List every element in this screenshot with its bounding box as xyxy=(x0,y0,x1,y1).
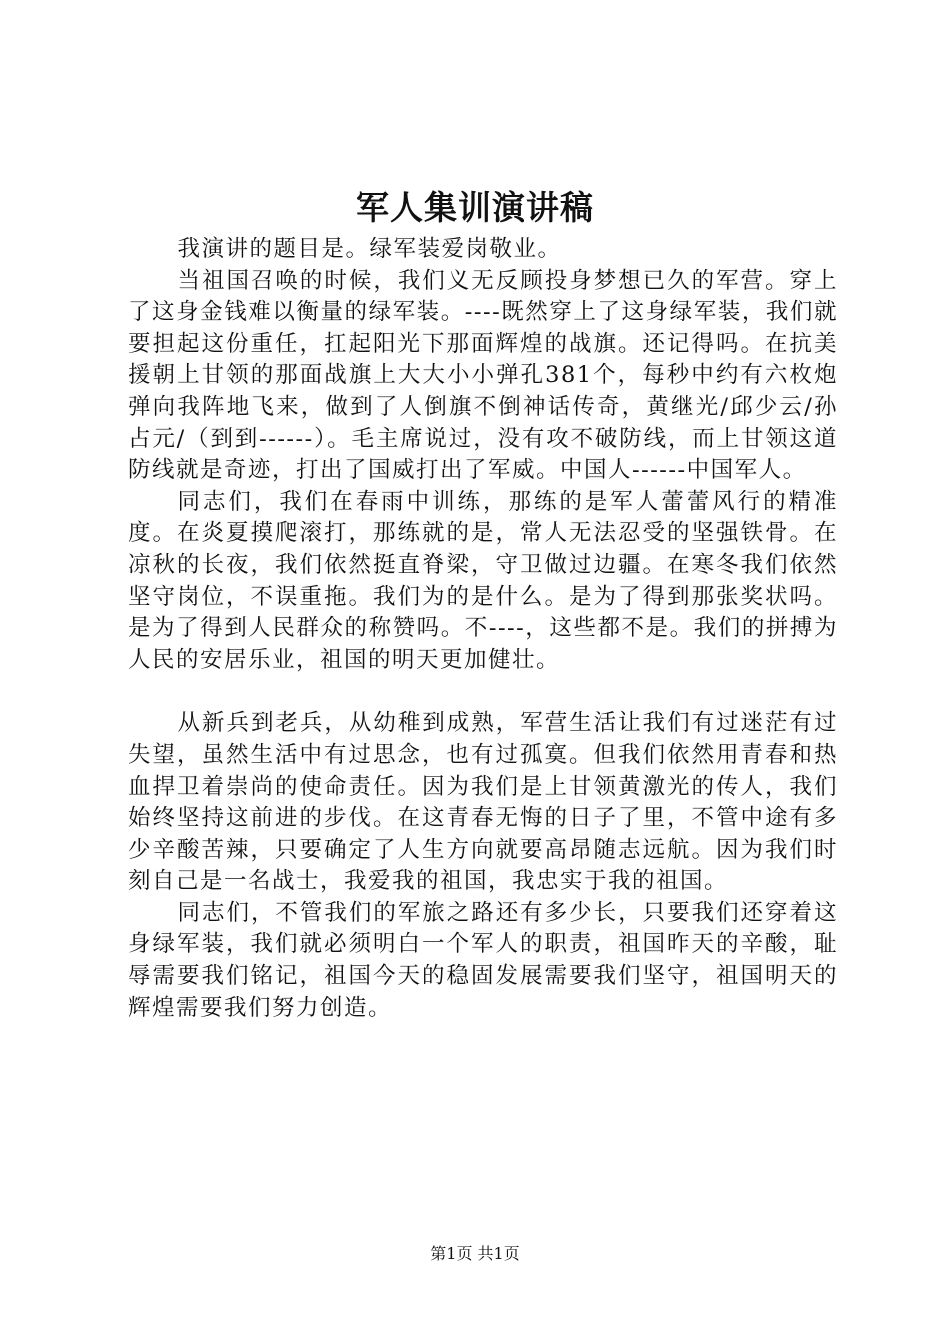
paragraph-training: 同志们，我们在春雨中训练，那练的是军人蕾蕾风行的精准度。在炎夏摸爬滚打，那练就的是，常人无法忍受的坚强铁骨。在凉秋的长夜，我们依然挺直脊梁，守卫做过边疆。在寒冬我们依然坚守岗位，不误重拖。我们为的是什么。是为了得到那张奖状吗。是为了得到人民群众的称赞吗。不----，这些都不是。我们的拼搏为人民的安居乐业，祖国的明天更加健壮。 xyxy=(128,488,838,673)
paragraph-topic: 我演讲的题目是。绿军装爱岗敬业。 xyxy=(177,236,562,262)
page-footer: 第1页 共1页 xyxy=(430,1244,520,1263)
paragraph-duty: 同志们，不管我们的军旅之路还有多少长，只要我们还穿着这身绿军装，我们就必须明白一个军人的职责，祖国昨天的辛酸，耻辱需要我们铭记，祖国今天的稳固发展需要我们坚守，祖国明天的辉煌需要我们努力创造。 xyxy=(128,899,838,1021)
document-title: 军人集训演讲稿 xyxy=(356,188,594,227)
document-body xyxy=(128,234,838,1024)
paragraph-growth: 从新兵到老兵，从幼稚到成熟，军营生活让我们有过迷茫有过失望，虽然生活中有过思念，也有过孤寞。但我们依然用青春和热血捍卫着崇尚的使命责任。因为我们是上甘领黄激光的传人，我们始终坚持这前进的步伐。在这青春无悔的日子了里，不管中途有多少辛酸苦辣，只要确定了人生方向就要高昂随志远航。因为我们时刻自己是一名战士，我爱我的祖国，我忠实于我的祖国。 xyxy=(128,710,838,895)
paragraph-calling: 当祖国召唤的时候，我们义无反顾投身梦想已久的军营。穿上了这身金钱难以衡量的绿军装。----既然穿上了这身绿军装，我们就要担起这份重任，扛起阳光下那面辉煌的战旗。还记得吗。在抗美援朝上甘领的那面战旗上大大小小弹孔381个，每秒中约有六枚炮弹向我阵地飞来，做到了人倒旗不倒神话传奇，黄继光/邱少云/孙占元/（到到------）。毛主席说过，没有攻不破防线，而上甘领这道防线就是奇迹，打出了国威打出了军威。中国人------中国军人。 xyxy=(128,267,838,484)
